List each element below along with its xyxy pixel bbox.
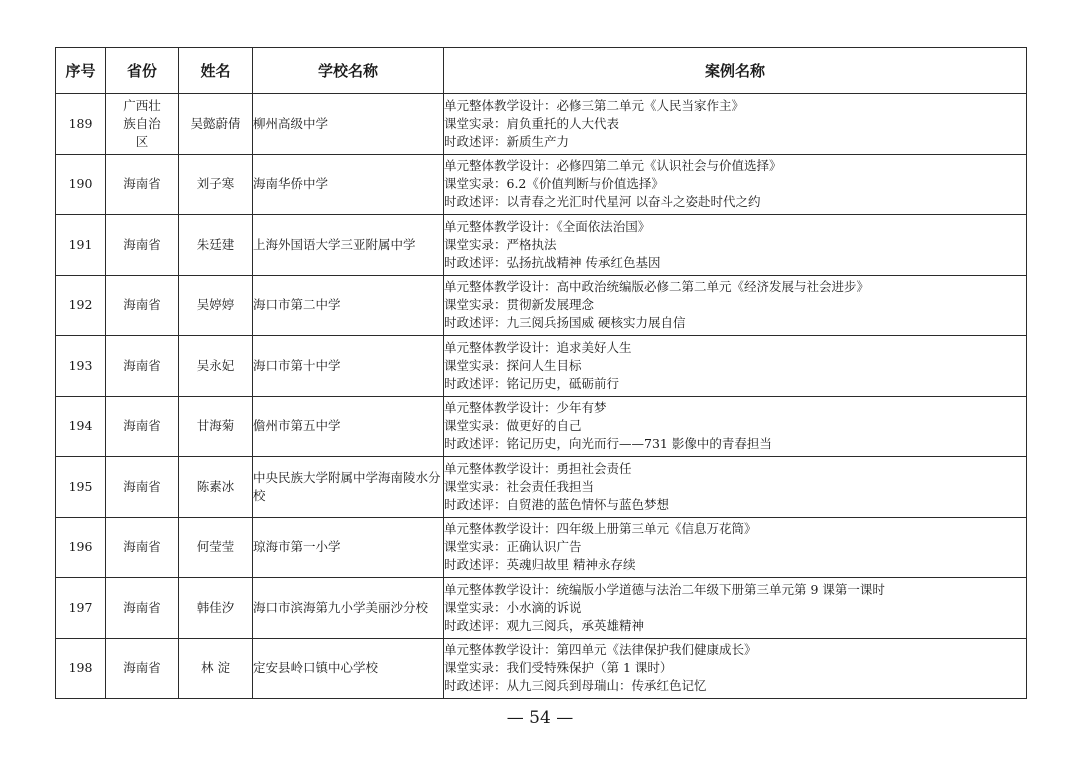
province-cell: 海南省 [106,275,179,336]
header-name: 姓名 [179,48,253,94]
province-cell: 海南省 [106,578,179,639]
name-cell: 吴婷婷 [179,275,253,336]
case-line: 时政述评：从九三阅兵到母瑞山：传承红色记忆 [444,678,707,694]
name-cell: 朱廷建 [179,215,253,276]
case-line: 时政述评：九三阅兵扬国威 硬核实力展自信 [444,315,686,331]
name-cell: 甘海菊 [179,396,253,457]
case-line: 单元整体教学设计：必修四第二单元《认识社会与价值选择》 [444,158,782,174]
province-cell: 海南省 [106,336,179,397]
case-line: 时政述评：铭记历史，砥砺前行 [444,375,620,391]
province-cell: 海南省 [106,457,179,518]
cases-cell [444,457,1027,518]
case-line: 时政述评：英魂归故里 精神永存续 [444,557,636,573]
school-cell: 上海外国语大学三亚附属中学 [253,215,444,276]
cases-cell [444,517,1027,578]
cases-cell [444,215,1027,276]
name-cell: 何莹莹 [179,517,253,578]
cases-cell [444,638,1027,699]
province-cell: 广西壮族自治区 [106,94,179,155]
table-row [56,215,1027,276]
table-row [56,94,1027,155]
case-line: 时政述评：以青春之光汇时代星河 以奋斗之姿赴时代之约 [444,194,761,210]
seq-cell: 189 [56,94,106,155]
case-line: 单元整体教学设计：《全面依法治国》 [444,218,651,234]
case-line: 课堂实录：贯彻新发展理念 [444,297,595,313]
seq-cell: 190 [56,154,106,215]
seq-cell: 192 [56,275,106,336]
school-cell: 海口市滨海第九小学美丽沙分校 [253,578,444,639]
school-cell: 海口市第二中学 [253,275,444,336]
case-line: 课堂实录：探问人生目标 [444,357,582,373]
header-cases: 案例名称 [444,48,1027,94]
table-row [56,638,1027,699]
table-row [56,275,1027,336]
table-row [56,578,1027,639]
case-line: 单元整体教学设计：追求美好人生 [444,339,632,355]
seq-cell: 194 [56,396,106,457]
header-school: 学校名称 [253,48,444,94]
cases-cell [444,154,1027,215]
school-cell: 中央民族大学附属中学海南陵水分校 [253,457,444,518]
case-line: 课堂实录：正确认识广告 [444,539,582,555]
school-cell: 定安县岭口镇中心学校 [253,638,444,699]
table-row [56,517,1027,578]
case-line: 课堂实录：我们受特殊保护（第 1 课时） [444,660,673,676]
school-cell: 儋州市第五中学 [253,396,444,457]
case-line: 课堂实录：小水滴的诉说 [444,599,582,615]
header-province: 省份 [106,48,179,94]
table-row [56,457,1027,518]
name-cell: 刘子寒 [179,154,253,215]
case-line: 单元整体教学设计：少年有梦 [444,400,607,416]
seq-cell: 197 [56,578,106,639]
header-seq: 序号 [56,48,106,94]
school-cell: 柳州高级中学 [253,94,444,155]
province-cell: 海南省 [106,396,179,457]
cases-cell [444,94,1027,155]
case-line: 课堂实录：社会责任我担当 [444,478,595,494]
cases-table [55,47,1027,699]
name-cell: 韩佳汐 [179,578,253,639]
case-line: 时政述评：观九三阅兵，承英雄精神 [444,617,645,633]
case-line: 课堂实录：做更好的自己 [444,418,582,434]
seq-cell: 195 [56,457,106,518]
case-line: 时政述评：铭记历史，向光而行——731 影像中的青春担当 [444,436,772,452]
province-cell: 海南省 [106,154,179,215]
table-row [56,336,1027,397]
case-line: 时政述评：自贸港的蓝色情怀与蓝色梦想 [444,496,670,512]
school-cell: 琼海市第一小学 [253,517,444,578]
case-line: 单元整体教学设计：必修三第二单元《人民当家作主》 [444,97,745,113]
school-cell: 海南华侨中学 [253,154,444,215]
seq-cell: 198 [56,638,106,699]
cases-cell [444,396,1027,457]
case-line: 单元整体教学设计：四年级上册第三单元《信息万花筒》 [444,521,757,537]
table-row [56,396,1027,457]
cases-cell [444,578,1027,639]
table-body [56,94,1027,699]
province-cell: 海南省 [106,215,179,276]
table-header-row [56,48,1027,94]
case-line: 时政述评：新质生产力 [444,133,570,149]
cases-cell [444,275,1027,336]
seq-cell: 191 [56,215,106,276]
case-line: 单元整体教学设计：第四单元《法律保护我们健康成长》 [444,642,757,658]
name-cell: 陈素冰 [179,457,253,518]
name-cell: 林 淀 [179,638,253,699]
province-cell: 海南省 [106,638,179,699]
case-line: 课堂实录：6.2《价值判断与价值选择》 [444,176,664,192]
seq-cell: 193 [56,336,106,397]
case-line: 单元整体教学设计：勇担社会责任 [444,460,632,476]
school-cell: 海口市第十中学 [253,336,444,397]
seq-cell: 196 [56,517,106,578]
case-line: 单元整体教学设计：高中政治统编版必修二第二单元《经济发展与社会进步》 [444,279,870,295]
case-line: 时政述评：弘扬抗战精神 传承红色基因 [444,254,661,270]
page-number: — 54 — [506,708,574,728]
case-line: 单元整体教学设计：统编版小学道德与法治二年级下册第三单元第 9 课第一课时 [444,581,885,597]
table-row [56,154,1027,215]
case-line: 课堂实录：肩负重托的人大代表 [444,115,620,131]
case-line: 课堂实录：严格执法 [444,236,557,252]
province-cell: 海南省 [106,517,179,578]
name-cell: 吴永妃 [179,336,253,397]
name-cell: 吴懿蔚倩 [179,94,253,155]
cases-cell [444,336,1027,397]
